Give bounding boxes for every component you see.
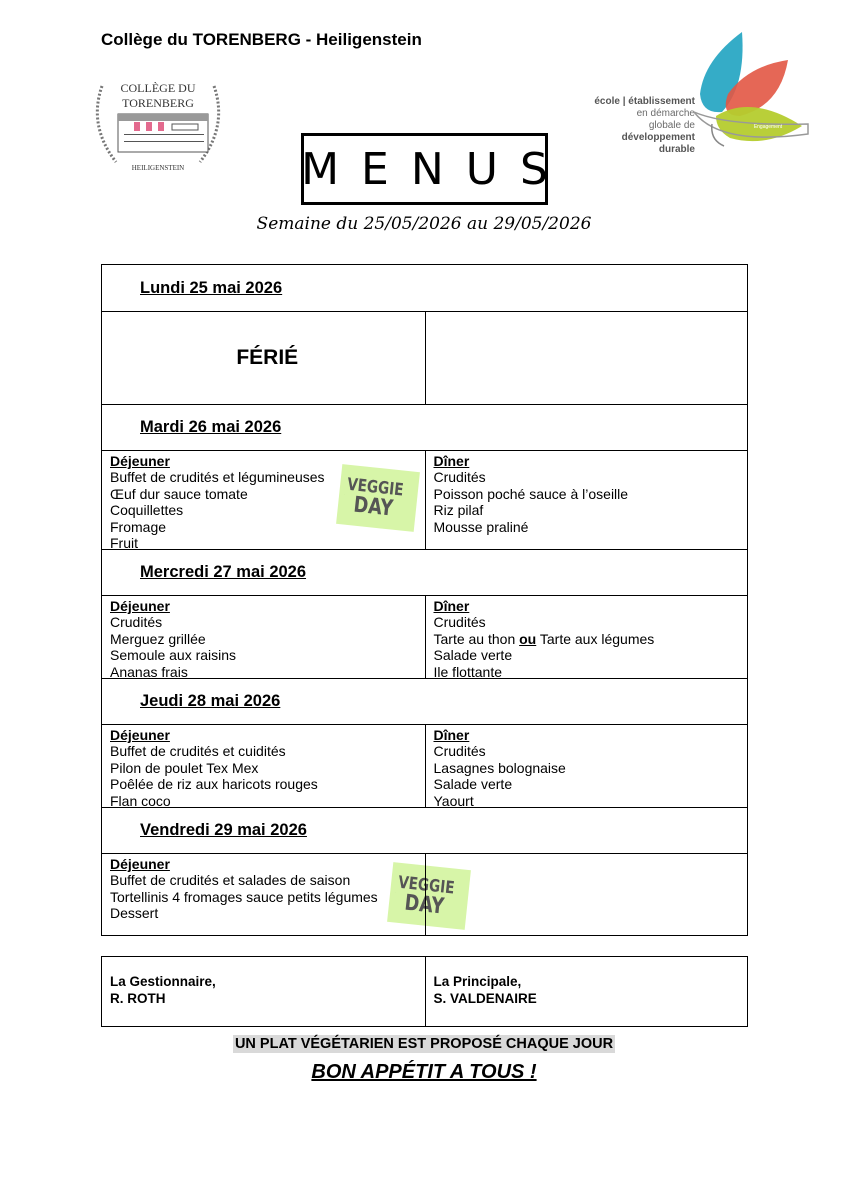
menu-item: Crudités — [433, 614, 486, 631]
lunch-label: Déjeuner — [110, 856, 170, 872]
dinner-cell — [425, 451, 748, 549]
signature-manager — [102, 957, 425, 1026]
menu-item: Tortellinis 4 fromages sauce petits légumes — [110, 888, 378, 905]
dinner-label: Dîner — [433, 598, 470, 614]
e3d-line3: globale de — [648, 120, 695, 131]
dinner-cell — [425, 725, 748, 807]
menu-item: Mousse praliné — [433, 518, 529, 535]
day-title: Jeudi 28 mai 2026 — [140, 692, 281, 710]
menu-item: Buffet de crudités et salades de saison — [110, 872, 351, 889]
lunch-cell — [102, 596, 425, 678]
menu-item: Pilon de poulet Tex Mex — [110, 759, 259, 776]
choice-separator: ou — [519, 630, 537, 647]
day-content-wednesday — [102, 595, 747, 678]
holiday-label: FÉRIÉ — [236, 345, 299, 369]
menu-item: Fruit — [110, 535, 138, 552]
menu-item-choice — [434, 631, 740, 647]
school-logo-line1: COLLÈGE DU — [120, 81, 196, 95]
menu-item: Flan coco — [110, 792, 171, 809]
menu-item: Coquillettes — [110, 502, 184, 519]
menu-item: Crudités — [433, 743, 486, 760]
menu-item: Œuf dur sauce tomate — [110, 485, 248, 502]
e3d-badge: Engagement — [753, 124, 783, 130]
day-title: Mardi 26 mai 2026 — [140, 418, 282, 436]
day-title: Vendredi 29 mai 2026 — [140, 821, 307, 839]
signature-name: R. ROTH — [110, 991, 166, 1006]
day-header-tuesday — [102, 404, 747, 450]
school-logo-place: HEILIGENSTEIN — [131, 164, 185, 172]
day-header-friday — [102, 807, 747, 853]
day-label: DAY — [352, 492, 395, 522]
school-logo — [88, 66, 228, 178]
lunch-cell — [102, 854, 456, 935]
empty-cell — [425, 312, 748, 404]
vegetarian-note — [0, 1035, 848, 1053]
menu-item: Poêlée de riz aux haricots rouges — [110, 776, 318, 793]
bon-appetit: BON APPÉTIT A TOUS ! — [311, 1061, 537, 1083]
menu-item: Buffet de crudités et légumineuses — [110, 469, 325, 486]
menu-item: Salade verte — [433, 776, 513, 793]
lunch-label: Déjeuner — [110, 453, 170, 469]
e3d-line2: en démarche — [636, 108, 695, 119]
dinner-cell — [425, 596, 748, 678]
lunch-cell — [102, 725, 425, 807]
holiday-cell — [102, 312, 425, 404]
menu-item: Poisson poché sauce à l’oseille — [433, 485, 629, 502]
school-logo-line2: TORENBERG — [122, 96, 194, 110]
menu-item: Ananas frais — [110, 663, 188, 680]
signature-role: La Principale, — [433, 974, 522, 989]
empty-cell — [425, 854, 748, 935]
veggie-label: VEGGIE — [346, 474, 405, 501]
page-title: MENUS — [301, 143, 570, 195]
dinner-label: Dîner — [433, 727, 470, 743]
day-header-monday — [102, 265, 747, 311]
day-content-monday — [102, 311, 747, 404]
menu-table — [101, 264, 748, 936]
menu-item: Merguez grillée — [110, 630, 206, 647]
day-title: Lundi 25 mai 2026 — [140, 278, 283, 297]
e3d-line4: développement — [621, 132, 695, 143]
veggie-label: VEGGIE — [397, 872, 456, 899]
day-header-wednesday — [102, 549, 747, 595]
e3d-logo — [590, 30, 815, 155]
menu-item: Salade verte — [433, 647, 513, 664]
school-title: Collège du TORENBERG - Heiligenstein — [101, 30, 422, 49]
day-label: DAY — [403, 890, 446, 920]
e3d-line5: durable — [658, 144, 695, 155]
menu-item: Lasagnes bolognaise — [433, 759, 566, 776]
week-range: Semaine du 25/05/2026 au 29/05/2026 — [256, 214, 592, 234]
menu-item: Crudités — [110, 614, 163, 631]
menu-item: Buffet de crudités et cuidités — [110, 743, 286, 760]
leaves-icon — [690, 30, 815, 155]
day-header-thursday — [102, 678, 747, 724]
lunch-label: Déjeuner — [110, 727, 170, 743]
choice-option-b: Tarte aux légumes — [536, 630, 655, 647]
day-content-friday — [102, 853, 747, 935]
menus-title-box — [301, 133, 570, 205]
dinner-label: Dîner — [433, 453, 470, 469]
day-title: Mercredi 27 mai 2026 — [140, 563, 307, 581]
menu-item: Riz pilaf — [433, 502, 484, 519]
signature-name: S. VALDENAIRE — [433, 991, 537, 1006]
menu-item: Fromage — [110, 518, 167, 535]
vegetarian-note-text: UN PLAT VÉGÉTARIEN EST PROPOSÉ CHAQUE JOUR — [234, 1036, 614, 1052]
e3d-line1: école | établissement — [594, 96, 695, 107]
signature-table — [101, 956, 748, 1027]
day-content-thursday — [102, 724, 747, 807]
menu-item: Crudités — [433, 469, 486, 486]
signature-principal — [425, 957, 748, 1026]
menu-item: Semoule aux raisins — [110, 647, 237, 664]
lunch-label: Déjeuner — [110, 598, 170, 614]
choice-option-a: Tarte au thon — [433, 630, 520, 647]
day-content-tuesday — [102, 450, 747, 552]
e3d-logo-text — [585, 96, 695, 156]
lunch-cell — [102, 451, 425, 552]
signature-role: La Gestionnaire, — [110, 974, 216, 989]
veggie-day-badge — [336, 464, 420, 532]
menu-item: Yaourt — [433, 792, 474, 809]
menu-item: Dessert — [110, 905, 159, 922]
menu-item: Ile flottante — [433, 663, 502, 680]
